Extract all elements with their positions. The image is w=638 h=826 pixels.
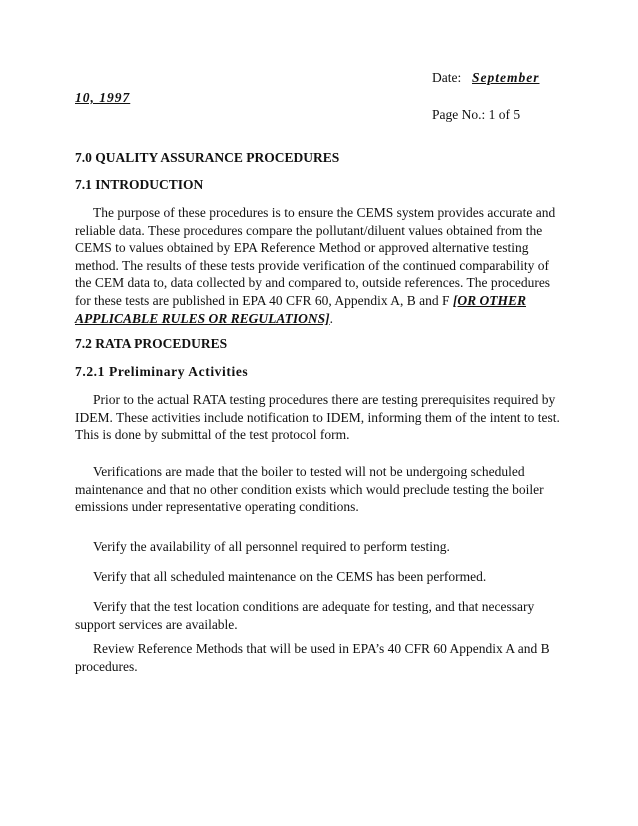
- page-number: Page No.: 1 of 5: [432, 107, 521, 122]
- prereq-text: Prior to the actual RATA testing procedures there are testing prerequisites required by IDEM. These activities include notification to IDEM, informing them of the intent to test. This is done by submittal of the test protocol form.: [75, 392, 560, 443]
- personnel-text: Verify the availability of all personnel required to perform testing.: [93, 539, 450, 554]
- subsection-title-introduction: 7.1 INTRODUCTION: [75, 177, 204, 192]
- date-month: September: [472, 70, 540, 85]
- review-text: Review Reference Methods that will be used in EPA’s 40 CFR 60 Appendix A and B procedures.: [75, 641, 550, 674]
- location-text: Verify that the test location conditions are adequate for testing, and that necessary support services are available.: [75, 599, 535, 632]
- date-rest: 10, 1997: [75, 90, 131, 105]
- section-title: 7.0 QUALITY ASSURANCE PROCEDURES: [75, 150, 340, 165]
- maintenance-text: Verify that all scheduled maintenance on the CEMS has been performed.: [93, 569, 487, 584]
- verification-text: Verifications are made that the boiler to tested will not be undergoing scheduled maintenance and that no other condition exists which would preclude testing the boiler emissions under representative operating conditions.: [75, 464, 544, 515]
- intro-text: The purpose of these procedures is to ensure the CEMS system provides accurate and reliable data. These procedures compare the pollutant/diluent values obtained from the CEMS to values obtained by EPA Reference Method or approved alternative testing method. The results of these tests provide verification of the continued comparability of the CEM data to, data collected by and compared to, outside references. The procedures for these tests are published in EPA 40 CFR 60, Appendix A, B and F: [75, 205, 556, 308]
- location-paragraph: [75, 598, 565, 633]
- review-paragraph: [75, 640, 565, 675]
- subsection-title-rata: 7.2 RATA PROCEDURES: [75, 336, 228, 351]
- intro-emphasis: [OR OTHER APPLICABLE RULES OR REGULATIONS]: [75, 292, 527, 326]
- personnel-paragraph: [75, 538, 565, 556]
- prereq-paragraph: [75, 391, 565, 444]
- intro-paragraph: [75, 204, 565, 327]
- intro-end: .: [329, 310, 334, 326]
- maintenance-paragraph: [75, 568, 565, 586]
- verification-paragraph: [75, 463, 565, 516]
- date-label: Date:: [432, 70, 462, 85]
- subsection-title-preliminary: 7.2.1 Preliminary Activities: [75, 364, 249, 379]
